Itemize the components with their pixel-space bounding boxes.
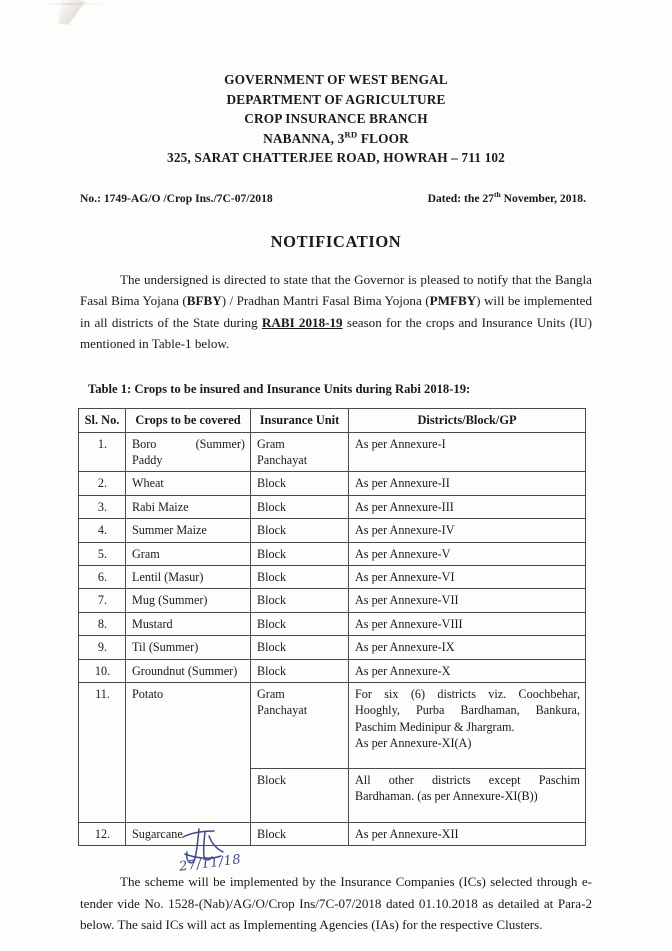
cell-crop: Rabi Maize: [126, 495, 251, 518]
cell-districts: As per Annexure-II: [349, 472, 586, 495]
cell-insurance-unit: Block: [251, 612, 349, 635]
table-row: [79, 519, 586, 542]
crops-insurance-table: [78, 408, 586, 846]
letterhead: [0, 70, 672, 168]
cell-districts: As per Annexure-IX: [349, 636, 586, 659]
cell-districts: [349, 683, 586, 769]
column-header-crops: Crops to be covered: [126, 409, 251, 432]
p2-text: The scheme will be implemented by the Insurance Companies (ICs) selected through e-tender vide No. 1528-(Nab)/AG/O/Crop Ins/7C-07/2018 dated 01.10.2018 as detailed at Para-2 below. The said ICs will act as Implementing Agencies (IAs) for the respective Clusters.: [80, 874, 592, 933]
reference-line: [0, 192, 672, 205]
cell-sl-no: 2.: [79, 472, 126, 495]
cell-insurance-unit: [251, 683, 349, 769]
cell-districts: As per Annexure-IV: [349, 519, 586, 542]
cell-crop: [126, 432, 251, 472]
column-header-sl-no: Sl. No.: [79, 409, 126, 432]
cell-sl-no: 12.: [79, 823, 126, 846]
cell-crop: Mug (Summer): [126, 589, 251, 612]
cell-insurance-unit: Block: [251, 769, 349, 823]
cell-insurance-unit: [251, 432, 349, 472]
cell-crop-line1: Boro (Summer): [132, 436, 245, 451]
cell-districts: As per Annexure-VIII: [349, 612, 586, 635]
cell-sl-no: 9.: [79, 636, 126, 659]
cell-districts-line1: All other districts except Paschim: [355, 773, 580, 788]
cell-sl-no: 7.: [79, 589, 126, 612]
cell-districts: As per Annexure-I: [349, 432, 586, 472]
cell-districts: As per Annexure-X: [349, 659, 586, 682]
letterhead-line-branch: CROP INSURANCE BRANCH: [244, 111, 428, 127]
cell-insurance-unit: Block: [251, 823, 349, 846]
letterhead-floor-main: NABANNA, 3: [263, 130, 345, 146]
cell-districts-line2: Hooghly, Purba Bardhaman, Bankura,: [355, 703, 580, 718]
letterhead-line-department: DEPARTMENT OF AGRICULTURE: [226, 91, 446, 107]
table-row: [79, 659, 586, 682]
season-rabi-highlight: RABI 2018-19: [261, 314, 343, 330]
cell-insurance-unit: Block: [251, 495, 349, 518]
column-header-insurance-unit: Insurance Unit: [251, 409, 349, 432]
cell-crop: Wheat: [126, 472, 251, 495]
table-row: [79, 612, 586, 635]
cell-insurance-unit: Block: [251, 659, 349, 682]
table-row: [79, 636, 586, 659]
table-row: [79, 432, 586, 472]
reference-date-prefix: Dated: the 27: [427, 191, 494, 205]
cell-iu-line1: Gram: [257, 436, 285, 451]
cell-sl-no: 1.: [79, 432, 126, 472]
table-caption: Table 1: Crops to be insured and Insurance Units during Rabi 2018-19:: [88, 382, 471, 397]
cell-insurance-unit: Block: [251, 519, 349, 542]
cell-insurance-unit: Block: [251, 542, 349, 565]
signature-date: 27/11/18: [178, 852, 243, 875]
cell-crop: Lentil (Masur): [126, 566, 251, 589]
cell-crop: Gram: [126, 542, 251, 565]
cell-sl-no: 3.: [79, 495, 126, 518]
cell-sl-no: 10.: [79, 659, 126, 682]
cell-districts-line2: Bardhaman. (as per Annexure-XI(B)): [355, 789, 538, 804]
letterhead-floor-tail: FLOOR: [357, 130, 409, 146]
cell-sl-no: 4.: [79, 519, 126, 542]
reference-number: No.: 1749-AG/O /Crop Ins./7C-07/2018: [80, 191, 273, 205]
signature-block: [165, 820, 285, 890]
cell-insurance-unit: Block: [251, 636, 349, 659]
table-row: [79, 472, 586, 495]
cell-districts: As per Annexure-III: [349, 495, 586, 518]
cell-crop: Potato: [126, 683, 251, 823]
cell-iu-line2: Panchayat: [257, 703, 308, 718]
cell-crop: Sugarcane: [126, 823, 251, 846]
cell-districts: As per Annexure-VI: [349, 566, 586, 589]
table-row: [79, 823, 586, 846]
cell-districts-line1: For six (6) districts viz. Coochbehar,: [355, 687, 580, 702]
p1-segment-b: ) / Pradhan Mantri Fasal Bima Yojona (: [221, 293, 430, 309]
p1-segment-a: The undersigned is directed to state that the Governor is pleased to notify that the Bangla Fasal Bima Yojana (: [80, 271, 592, 309]
cell-sl-no: 8.: [79, 612, 126, 635]
cell-crop: Mustard: [126, 612, 251, 635]
cell-insurance-unit: Block: [251, 472, 349, 495]
abbr-pmfby: PMFBY: [429, 293, 477, 309]
cell-districts: As per Annexure-XII: [349, 823, 586, 846]
abbr-bfby: BFBY: [186, 293, 222, 309]
p1-segment-c: ) will be implemented in all districts of the State during: [80, 293, 592, 330]
cell-sl-no: 6.: [79, 566, 126, 589]
cell-iu-line2: Panchayat: [257, 452, 308, 467]
p1-segment-d: season for the crops and Insurance Units (IU) mentioned in Table-1 below.: [80, 314, 592, 351]
cell-districts: As per Annexure-VII: [349, 589, 586, 612]
reference-date-suffix: November, 2018.: [500, 191, 586, 205]
cell-districts: [349, 769, 586, 823]
cell-crop-line2: Paddy: [132, 452, 163, 467]
body-paragraph-2: [0, 871, 672, 935]
reference-date-ordinal: th: [493, 190, 501, 200]
column-header-districts: Districts/Block/GP: [349, 409, 586, 432]
letterhead-line-government: GOVERNMENT OF WEST BENGAL: [224, 72, 448, 87]
cell-insurance-unit: Block: [251, 589, 349, 612]
cell-iu-line1: Gram: [257, 687, 285, 702]
table-row: [79, 495, 586, 518]
cell-crop: Til (Summer): [126, 636, 251, 659]
cell-districts-line3: Paschim Medinipur & Jhargram.: [355, 719, 515, 734]
body-paragraph-1: [0, 269, 672, 354]
table-header-row: [79, 409, 586, 432]
cell-districts: As per Annexure-V: [349, 542, 586, 565]
reference-date: [428, 192, 586, 205]
cell-crop: Groundnut (Summer): [126, 659, 251, 682]
notification-title: NOTIFICATION: [270, 231, 402, 251]
cell-districts-line4: As per Annexure-XI(A): [355, 736, 472, 751]
cell-sl-no: 11.: [79, 683, 126, 823]
letterhead-line-address: 325, SARAT CHATTERJEE ROAD, HOWRAH – 711 102: [167, 150, 505, 166]
cell-crop: Summer Maize: [126, 519, 251, 542]
table-row: [79, 589, 586, 612]
cell-sl-no: 5.: [79, 542, 126, 565]
letterhead-line-floor: [0, 129, 672, 149]
table-row: [79, 542, 586, 565]
table-row-potato-gp: [79, 683, 586, 769]
letterhead-floor-ordinal: RD: [344, 129, 358, 140]
cell-insurance-unit: Block: [251, 566, 349, 589]
table-row: [79, 566, 586, 589]
